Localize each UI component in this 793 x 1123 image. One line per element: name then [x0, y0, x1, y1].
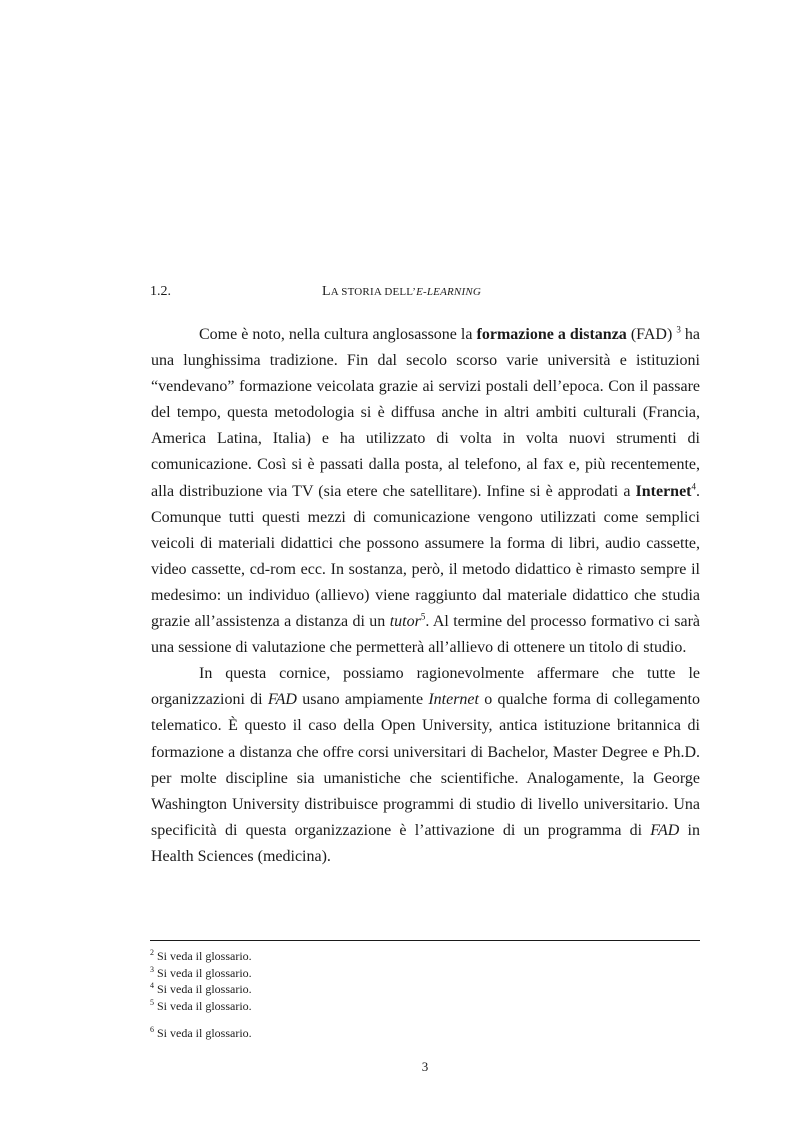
footnote-text: Si veda il glossario. [154, 965, 252, 980]
footnote [150, 965, 700, 982]
page-number: 3 [421, 1059, 429, 1074]
text-segment: In questa cornice, possiamo ragionevolmente affermare che tutte le organizzazioni di [151, 665, 700, 709]
text-segment: usano ampiamente [296, 691, 429, 709]
footnote-number: 3 [150, 964, 154, 974]
footnote [150, 981, 700, 998]
body-text [151, 322, 700, 870]
text-segment: ha una lunghissima tradizione. Fin dal secolo scorso varie università e istituzioni “vendevano” formazione veicolata grazie ai servizi postali dell’epoca. Con il passare del tempo, questa metodologia si è diffusa anche in altri ambiti culturali (Francia, America Latina, Italia) e ha utilizzato di volta in volta nuovi strumenti di comunicazione. Così si è passati dalla posta, al telefono, al fax e, più recentemente, alla distribuzione via TV (sia etere che satellitare). Infine si è approdati a [151, 326, 700, 500]
text-segment: . Comunque tutti questi mezzi di comunicazione vengono utilizzati come semplici veicoli di materiali didattici che possono assumere la forma di libri, audio cassette, video cassette, cd-rom ecc. In sostanza, però, il metodo didattico è rimasto sempre il medesimo: un individuo (allievo) viene raggiunto dal materiale didattico che studia grazie all’assistenza a distanza di un [151, 482, 700, 631]
footnote [150, 1025, 700, 1042]
footnote-number: 4 [150, 981, 154, 991]
footnote [150, 948, 700, 965]
text-segment: FAD [267, 691, 297, 709]
text-segment: Internet [428, 691, 479, 709]
text-segment: . Al termine del processo formativo ci sarà una sessione di valutazione che permetterà all’allievo di ottenere un titolo di studio. [151, 613, 700, 657]
section-title-initial: L [322, 284, 331, 299]
footnote-number: 2 [150, 948, 154, 957]
text-segment: formazione a distanza [476, 326, 627, 343]
text-segment: in Health Sciences (medicina). [151, 821, 700, 865]
footnote-divider [150, 940, 700, 941]
text-segment: tutor [389, 613, 421, 631]
text-segment: Come è noto, nella cultura anglosassone la [199, 326, 477, 343]
text-segment: FAD [650, 821, 680, 839]
section-title-italic: E-LEARNING [416, 286, 482, 298]
footnote-number: 6 [150, 1025, 154, 1035]
footnote-text: Si veda il glossario. [154, 949, 252, 963]
text-segment: Internet [635, 482, 692, 500]
section-heading [150, 284, 700, 304]
footnote-text: Si veda il glossario. [154, 1026, 252, 1041]
text-segment: (FAD) [626, 326, 677, 343]
text-segment: o qualche forma di collegamento telematico. È questo il caso della Open University, antica istituzione britannica di formazione a distanza che offre corsi universitari di Bachelor, Master Degree e Ph.D. per molte discipline sia umanistiche che scientifiche. Analogamente, la George Washington University distribuisce programmi di studio di livello universitario. Una specificità di questa organizzazione è l’attivazione di un programma di [151, 691, 701, 839]
section-title-smallcaps: A STORIA DELL’ [330, 286, 417, 298]
paragraph [151, 661, 700, 870]
footnote-text: Si veda il glossario. [154, 982, 252, 997]
footnote [150, 998, 700, 1015]
footnote-ref: 5 [420, 611, 426, 622]
footnote-ref: 3 [676, 324, 681, 335]
footnote-text: Si veda il glossario. [154, 998, 252, 1013]
section-title [322, 284, 481, 300]
paragraph [151, 322, 700, 661]
footnote-number: 5 [150, 997, 154, 1007]
footnote-ref: 4 [691, 481, 696, 492]
footnotes [150, 948, 700, 1042]
section-number: 1.2. [150, 284, 171, 299]
